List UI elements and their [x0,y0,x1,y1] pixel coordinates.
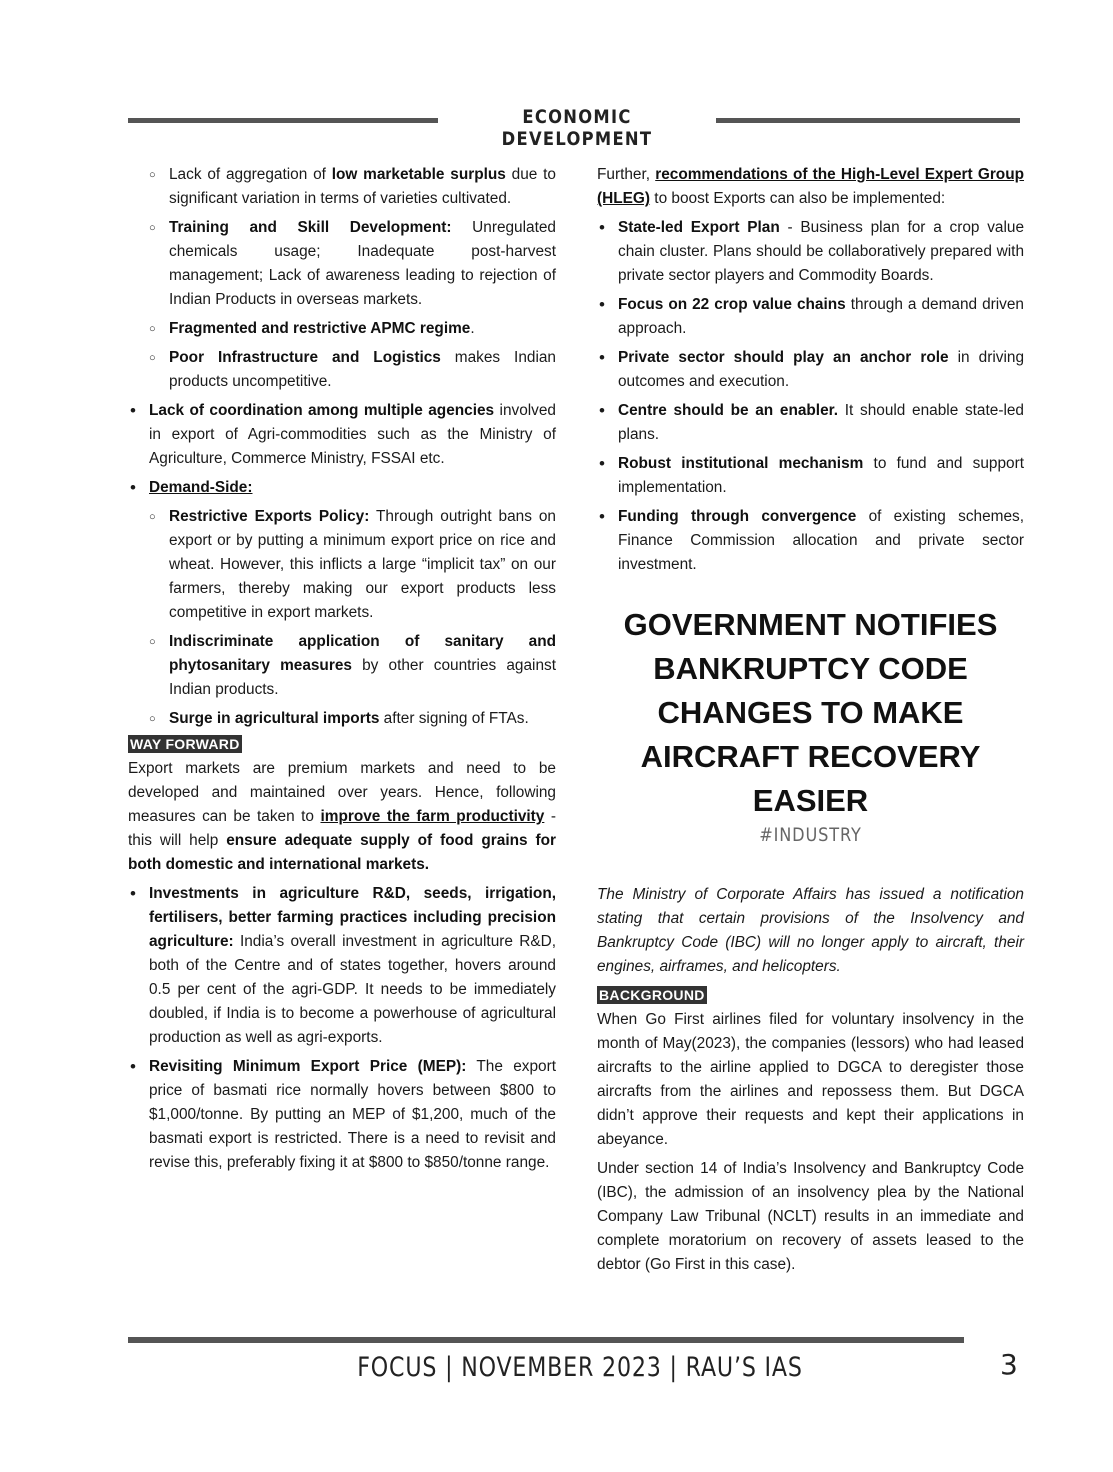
way-forward-list [128,882,556,1175]
page-number: 3 [1000,1348,1018,1381]
article-hashtag: #INDUSTRY [759,824,862,846]
left-column [128,163,556,1180]
header-rule-right [716,118,1020,123]
background-paragraph-1: When Go First airlines filed for voluntary insolvency in the month of May(2023), the companies (lessors) who had leased aircrafts to the airline applied to DGCA to deregister those aircrafts from the airlines and repossess them. But DGCA didn’t approve their requests and kept their applications in abeyance. [597,1011,1024,1148]
header-rule-left [128,118,438,123]
list-item-demand-side [128,476,556,500]
emphasis: Funding through convergence [618,508,857,525]
headline-line: BANKRUPTCY CODE [653,651,968,686]
demand-side-heading: Demand-Side: [149,479,253,496]
hleg-intro: Further, recommendations of the High-Level Expert Group (HLEG) to boost Exports can also be implemented: [597,166,1025,207]
list-item: • Investments in agriculture R&D, seeds, irrigation, fertilisers, better farming practices including precision agriculture: India’s overall investment in agriculture R&D, both of the Centre and of states together, hovers around 0.5 per cent of the agri-GDP. It needs to be immediately doubled, if India is to become a powerhouse of agricultural production as well as agri-exports. [128,882,556,1050]
emphasis: low marketable surplus [331,166,506,183]
headline-line: EASIER [752,783,869,818]
challenges-list [128,399,556,500]
list-item: • Centre should be an enabler. It should enable state-led plans. [597,399,1024,447]
list-item: • Private sector should play an anchor role in driving outcomes and execution. [597,346,1024,394]
emphasis: Centre should be an enabler. [618,402,839,419]
background-paragraph-2: Under section 14 of India’s Insolvency and Bankruptcy Code (IBC), the admission of an insolvency plea by the National Company Law Tribunal (NCLT) results in an immediate and complete moratorium on recovery of assets leased to the debtor (Go First in this case). [597,1160,1024,1273]
hleg-recommendations-list [597,216,1024,577]
emphasis: Lack of coordination among multiple agencies [149,402,495,419]
emphasis: ensure adequate supply of food grains for both domestic and international markets. [128,832,556,873]
headline-line: GOVERNMENT NOTIFIES [623,607,998,642]
headline-line: CHANGES TO MAKE [657,695,964,730]
emphasis: Fragmented and restrictive APMC regime [169,320,471,337]
emphasis: State-led Export Plan [618,219,780,236]
supply-side-sublist [128,163,556,394]
list-item: ○ Indiscriminate application of sanitary and phytosanitary measures by other countries against Indian products. [128,630,556,702]
emphasis: Robust institutional mechanism [618,455,864,472]
hleg-link: recommendations of the High-Level Expert Group (HLEG) [597,166,1025,207]
emphasis: Indiscriminate application of sanitary and phytosanitary measures [169,633,556,674]
section-title: ECONOMIC DEVELOPMENT [501,106,653,150]
way-forward-tag: WAY FORWARD [130,736,240,752]
list-item: ○ Surge in agricultural imports after signing of FTAs. [128,707,556,731]
list-item: ○ Fragmented and restrictive APMC regime. [128,317,556,341]
list-item: • Robust institutional mechanism to fund and support implementation. [597,452,1024,500]
footer-rule [128,1337,964,1343]
emphasis: Private sector should play an anchor role [618,349,949,366]
background-tag-wrap [597,984,1024,1008]
emphasis: Poor Infrastructure and Logistics [169,349,441,366]
list-item: ○ Lack of aggregation of low marketable surplus due to significant variation in terms of varieties cultivated. [128,163,556,211]
list-item: ○ Restrictive Exports Policy: Through outright bans on export or by putting a minimum export price on rice and wheat. However, this inflicts a large “implicit tax” on our farmers, thereby making our export products less competitive in export markets. [128,505,556,625]
list-item: • Funding through convergence of existing schemes, Finance Commission allocation and private sector investment. [597,505,1024,577]
list-item: • State-led Export Plan - Business plan for a crop value chain cluster. Plans should be collaboratively prepared with private sector players and Commodity Boards. [597,216,1024,288]
page-header [128,106,1020,150]
emphasis: Revisiting Minimum Export Price (MEP): [149,1058,467,1075]
way-forward-tag-wrap [128,733,556,757]
list-item: • Focus on 22 crop value chains through a demand driven approach. [597,293,1024,341]
emphasis: Surge in agricultural imports [169,710,380,727]
demand-side-sublist [128,505,556,731]
emphasis: Focus on 22 crop value chains [618,296,846,313]
farm-productivity-link: improve the farm productivity [320,808,545,825]
emphasis: Training and Skill Development: [169,219,452,236]
emphasis: Restrictive Exports Policy: [169,508,370,525]
emphasis: Investments in agriculture R&D, seeds, irrigation, fertilisers, better farming practices including precision agriculture: [149,885,556,950]
background-tag: BACKGROUND [599,987,705,1003]
way-forward-paragraph: Export markets are premium markets and need to be developed and maintained over years. Hence, following measures can be taken to improve the farm productivity - this will help ensure adequate supply of food grains for both domestic and international markets. [128,760,556,873]
list-item: ○ Training and Skill Development: Unregulated chemicals usage; Inadequate post-harvest management; Lack of awareness leading to rejection of Indian Products in overseas markets. [128,216,556,312]
list-item: ○ Poor Infrastructure and Logistics makes Indian products uncompetitive. [128,346,556,394]
right-column [597,163,1024,1282]
headline-line: AIRCRAFT RECOVERY [640,739,981,774]
footer-text: FOCUS | NOVEMBER 2023 | RAU’S IAS [357,1352,803,1383]
list-item: • Revisiting Minimum Export Price (MEP): The export price of basmati rice normally hovers between $800 to $1,000/tonne. By putting an MEP of $1,200, much of the basmati export is restricted. There is a need to revisit and revise this, preferably fixing it at $800 to $850/tonne range. [128,1055,556,1175]
article-headline [597,603,1024,823]
article-summary: The Ministry of Corporate Affairs has issued a notification stating that certain provisions of the Insolvency and Bankruptcy Code (IBC) will no longer apply to aircraft, their engines, airframes, and helicopters. [597,886,1024,975]
list-item: • Lack of coordination among multiple agencies involved in export of Agri-commodities such as the Ministry of Agriculture, Commerce Ministry, FSSAI etc. [128,399,556,471]
